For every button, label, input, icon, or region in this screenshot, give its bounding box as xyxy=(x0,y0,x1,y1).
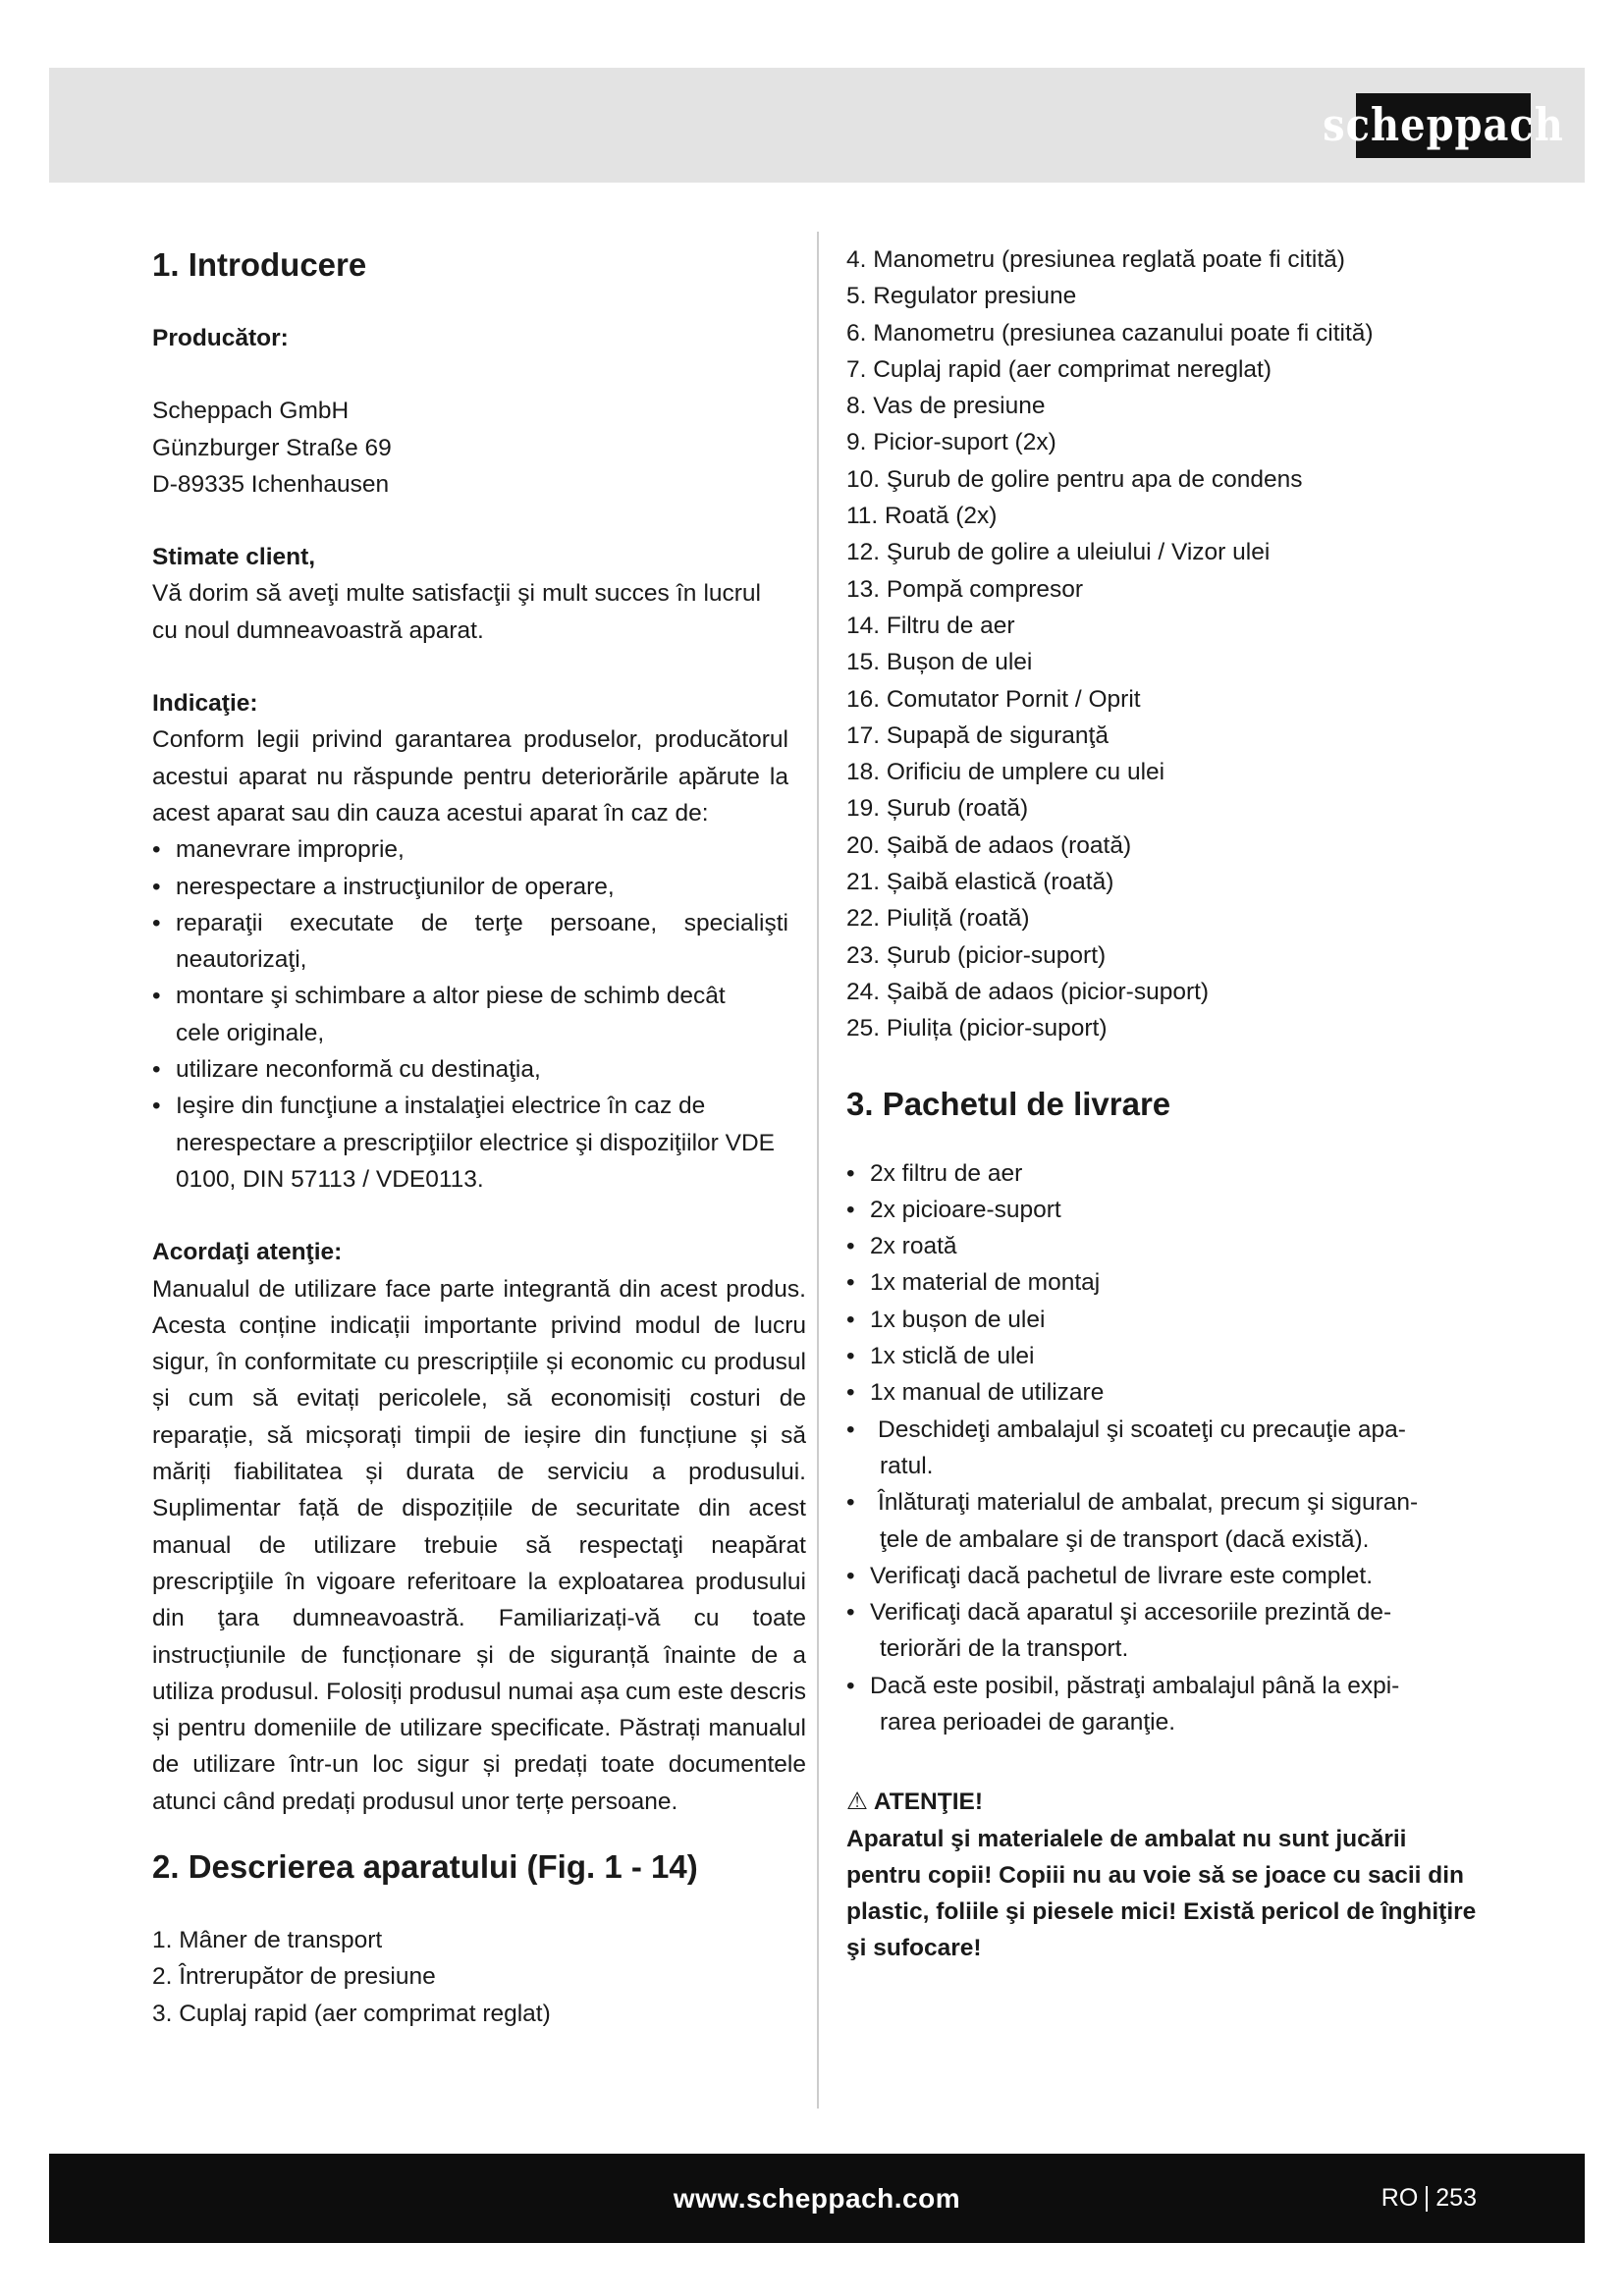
list-item: 20. Șaibă de adaos (roată) xyxy=(846,831,1132,859)
list-item: 9. Picior-suport (2x) xyxy=(846,429,1056,456)
list-item: 15. Bușon de ulei xyxy=(846,649,1033,676)
scheppach-logo: scheppach xyxy=(1356,93,1531,158)
section-title-introduction: 1. Introducere xyxy=(152,246,367,283)
list-item: 13. Pompă compresor xyxy=(846,575,1084,603)
list-item: 10. Şurub de golire pentru apa de condens xyxy=(846,465,1303,493)
attention-text: Manualul de utilizare face parte integrantă din acest produs. Acesta conține indicații importante privind modul de lucru sigur, în conformitate cu prescripțiile și economic cu produsul și cum să evitați pericolele, să economisiți costuri de reparație, să micșorați timpii de ieșire din funcțiune și să măriți fiabilitatea și durata de serviciu a produsului. Suplimentar față de dispozițiile de securitate din acest manual de utilizare trebuie să respectaţi neapărat prescripţiile în vigoare referitoare la exploatarea produsului din ţara dumneavoastră. Familiarizați-vă cu toate instrucțiunile de funcționare și de siguranță înainte de a utiliza produsul. Folosiți produsul numai așa cum este descris și pentru domeniile de utilizare specificate. Păstrați manualul de utilizare într-un loc sigur și predați toate documentele atunci când predați produsul unor terțe persoane. xyxy=(152,1275,806,1815)
separator xyxy=(1426,2186,1428,2212)
note-text: Conform legii privind garantarea produselor, producătorul acestui aparat nu răspunde pentru deteriorările apărute la acest aparat sau din cauza acestui aparat în caz de: xyxy=(152,726,788,827)
list-item: • Înlăturaţi materialul de ambalat, precum şi siguran- ţele de ambalare şi de transport (dacă există). xyxy=(846,1484,1485,1558)
list-item: 3. Cuplaj rapid (aer comprimat reglat) xyxy=(152,2000,551,2027)
footer-bar xyxy=(49,2154,1585,2243)
section-title-description: 2. Descrierea aparatului (Fig. 1 - 14) xyxy=(152,1847,698,1885)
list-item: • Verificaţi dacă aparatul şi accesoriile prezintă de- teriorări de la transport. xyxy=(846,1594,1485,1668)
list-item: 17. Supapă de siguranţă xyxy=(846,721,1109,749)
list-item: 19. Șurub (roată) xyxy=(846,795,1029,823)
list-item: 14. Filtru de aer xyxy=(846,612,1015,639)
dear-customer-label: Stimate client, xyxy=(152,544,316,571)
list-item: 7. Cuplaj rapid (aer comprimat nereglat) xyxy=(846,355,1272,383)
list-item: • utilizare neconformă cu destinaţia, xyxy=(152,1051,788,1088)
list-item: • nerespectare a instrucţiunilor de operare, xyxy=(152,869,788,905)
package-list xyxy=(846,1155,1485,1741)
list-item: • reparaţii executate de terţe persoane, specialişti neautorizaţi, xyxy=(152,905,788,979)
list-item: 23. Șurub (picior-suport) xyxy=(846,941,1107,969)
list-item: • 2x picioare-suport xyxy=(846,1192,1485,1228)
list-item: • Deschideţi ambalajul şi scoateţi cu precauţie apa- ratul. xyxy=(846,1412,1485,1485)
address-line: D-89335 Ichenhausen xyxy=(152,470,390,498)
warning-text: Aparatul şi materialele de ambalat nu sunt jucării pentru copii! Copiii nu au voie să se joace cu sacii din plastic, foliile şi piesele mici! Există pericol de înghiţire şi sufocare! xyxy=(846,1825,1477,1962)
parts-list xyxy=(152,1922,808,2032)
list-item: 8. Vas de presiune xyxy=(846,393,1046,420)
list-item: • 1x sticlă de ulei xyxy=(846,1338,1485,1374)
list-item: 6. Manometru (presiunea cazanului poate fi citită) xyxy=(846,319,1374,347)
language-code: RO xyxy=(1380,2184,1419,2212)
list-item: 22. Piuliță (roată) xyxy=(846,905,1030,933)
parts-list-continued xyxy=(846,241,1485,1047)
list-item: • Dacă este posibil, păstraţi ambalajul până la expi- rarea perioadei de garanţie. xyxy=(846,1668,1485,1741)
list-item: 5. Regulator presiune xyxy=(846,283,1077,310)
list-item: 18. Orificiu de umplere cu ulei xyxy=(846,759,1165,786)
list-item: 12. Şurub de golire a uleiului / Vizor ulei xyxy=(846,539,1271,566)
list-item: 21. Șaibă elastică (roată) xyxy=(846,869,1114,896)
list-item: • Ieşire din funcţiune a instalaţiei electrice în caz de nerespectare a prescripţiilor electrice şi dispoziţiilor VDE 0100, DIN 57113 / VDE0113. xyxy=(152,1088,804,1198)
list-item: • 2x filtru de aer xyxy=(846,1155,1485,1192)
list-item: • 1x material de montaj xyxy=(846,1264,1485,1301)
list-item: 11. Roată (2x) xyxy=(846,503,998,530)
manufacturer-label: Producător: xyxy=(152,325,289,351)
note-label: Indicaţie: xyxy=(152,690,258,718)
list-item: 2. Întrerupător de presiune xyxy=(152,1963,436,1991)
page-indicator xyxy=(1381,2154,1477,2243)
column-divider xyxy=(817,232,819,2109)
list-item: 25. Piulița (picior-suport) xyxy=(846,1015,1108,1042)
list-item: 1. Mâner de transport xyxy=(152,1926,383,1953)
list-item: • montare şi schimbare a altor piese de schimb decât cele originale, xyxy=(152,978,765,1051)
list-item: 16. Comutator Pornit / Oprit xyxy=(846,685,1141,713)
list-item: • Verificaţi dacă pachetul de livrare este complet. xyxy=(846,1558,1485,1594)
address-line: Scheppach GmbH xyxy=(152,398,350,425)
right-column xyxy=(846,241,1485,1967)
warning-title: ⚠ ATENŢIE! xyxy=(846,1789,984,1816)
left-column xyxy=(152,241,808,2032)
section-title-package: 3. Pachetul de livrare xyxy=(846,1085,1171,1122)
dear-customer-text: Vă dorim să aveţi multe satisfacţii şi mult succes în lucrul cu noul dumneavoastră aparat. xyxy=(152,580,761,644)
liability-list xyxy=(152,831,788,1198)
list-item: • 1x bușon de ulei xyxy=(846,1302,1485,1338)
website-link[interactable]: www.scheppach.com xyxy=(673,2183,961,2214)
list-item: 4. Manometru (presiunea reglată poate fi citită) xyxy=(846,246,1345,273)
page-number: 253 xyxy=(1435,2184,1477,2212)
address-line: Günzburger Straße 69 xyxy=(152,434,392,461)
list-item: 24. Șaibă de adaos (picior-suport) xyxy=(846,978,1210,1005)
list-item: • 1x manual de utilizare xyxy=(846,1374,1485,1411)
list-item: • 2x roată xyxy=(846,1228,1485,1264)
attention-label: Acordaţi atenţie: xyxy=(152,1239,343,1266)
list-item: • manevrare improprie, xyxy=(152,831,788,868)
